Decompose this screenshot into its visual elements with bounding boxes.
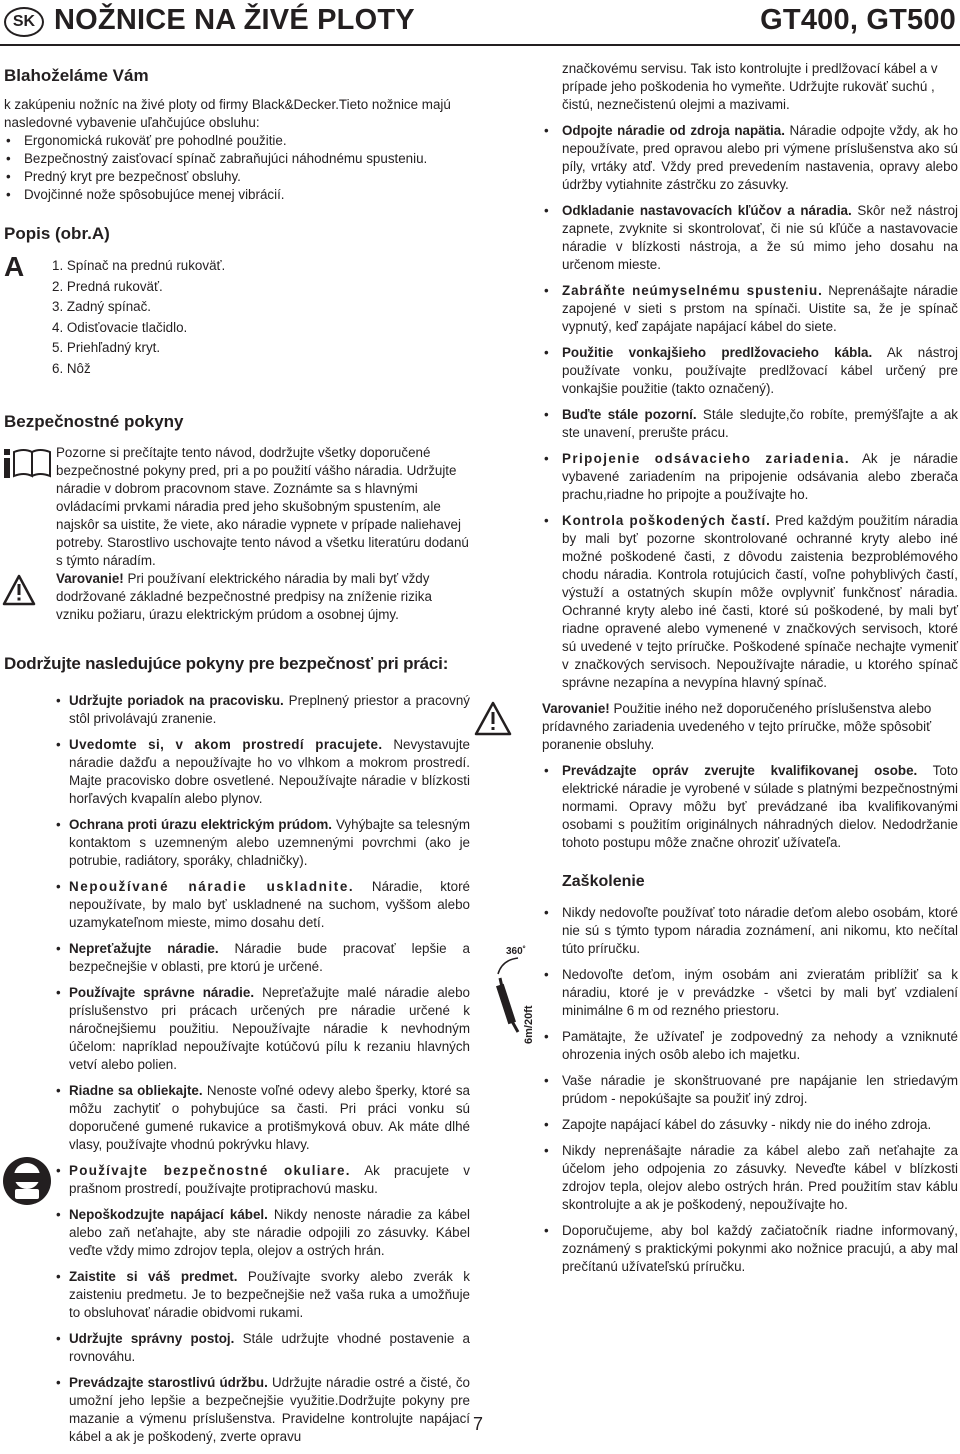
read-manual-icon — [2, 446, 52, 480]
rule-text: Náradie odpojte vždy, ak ho nepoužívate, pred opravou alebo pri výmene príslušenstva ako sú píly, vrtáky atď. Vždy pred prevedením nastavenia, opravy alebo údržby vytiahnite zástrčku zo zásuvky. — [562, 123, 958, 192]
list-item: • Nikdy nedovoľte používať toto náradie deťom alebo osobám, ktoré nie sú s týmto typom náradia zoznámení, ani nikomu, kto nečítal túto príručku. — [562, 904, 958, 958]
description-title: Popis (obr.A) — [4, 224, 110, 243]
list-item: • Pamätajte, že užívateľ je zodpovedný za nehody a vzniknuté ohrozenia iných osôb alebo ich majetku. — [562, 1028, 958, 1064]
list-item: 3. Zadný spínač. — [52, 299, 151, 315]
list-item — [562, 762, 958, 852]
rule-heading: Zabráňte neúmyselnému spusteniu. — [562, 283, 823, 298]
rule-text: Nepreťažujte malé náradie alebo príslušenstvo pri prácach určených pre náradie určené k náročnejšiemu použitiu. Nepoužívajte náradie k nevhodným účelom: napríklad nepoužívajte kotúčovú pílu k rezaniu hlavných vetví alebo polien. — [69, 985, 470, 1072]
rule-text: Toto elektrické náradie je vyrobené v súlade s platnými bezpečnostnými normami. Opravy môžu byť prevádzané iba kvalifikovanými osobami s použitím originálnych náhradných dielov. Nedodržanie tohoto postupu môže značne ohroziť užívateľa. — [562, 763, 958, 850]
rule-text: Pred každým použitím náradia by mali byť pozorne skontrolované ochranné kryty alebo iné možné poškodené časti, z dôvodu zaistenia bezproblémového chodu náradia. Kontrola rotujúcich častí, voľne pohyblivých častí, výstuží a ostatných skupín môže ovplyvniť funkčnosť náradia. Ochranné kryty alebo iné časti, ktoré sú poškodené, by mali byť riadne opravené alebo vymenené v značkových servisoch, ktoré sú uvedené v tejto príručke. Poškodené spínače nechajte vymeniť v značkových servisoch. Nepoužívajte náradie, u ktorého spínač správne nezapína a nevypína hlavný spínač. — [562, 513, 958, 690]
list-item: • Predný kryt pre bezpečnosť obsluhy. — [4, 168, 470, 186]
rule-text: Ak nástroj používate vonku, používajte predlžovací kábel určený pre vonkajšie použitie (takto označený). — [562, 345, 958, 396]
list-item — [562, 202, 958, 274]
rule-text: Udržujte náradie ostré a čisté, čo umožní jeho lepšie a bezpečnejšie využitie.Dodržujte pokyny pre mazanie a výmenu príslušenstva. Pravidelne kontrolujte napájací kábel a ak je poškodený, zverte opravu — [69, 1375, 471, 1444]
rule-heading: Používajte správne náradie. — [69, 985, 255, 1000]
info-block — [4, 444, 470, 570]
list-item — [562, 282, 958, 336]
list-item — [562, 512, 958, 692]
list-item: 4. Odisťovacie tlačidlo. — [52, 319, 188, 335]
distance-warning-icon — [492, 944, 544, 1052]
list-item — [4, 1082, 470, 1154]
right-column — [506, 60, 958, 1284]
info-text: Pozorne si prečítajte tento návod, dodržujte všetky doporučené bezpečnostné pokyny pred, pri a po použití vášho náradia. Udržujte náradie v dobrom pracovnom stave. Zoznámte sa s hlavnými ovládacími prvkami náradia pred jeho skušobným spustením, ale najskôr sa uistite, že viete, ako náradie vypnete v prípade naliehavej potreby. Starostlivo uschovajte tento návod a všetku literatúru dodanú s týmto náradím. — [56, 445, 469, 568]
warning-block — [4, 570, 470, 624]
model-number: GT400, GT500 — [760, 4, 956, 36]
list-item — [562, 122, 958, 194]
list-item — [4, 816, 470, 870]
list-item — [562, 450, 958, 504]
list-item — [4, 1330, 470, 1366]
rule-text: Ak pracujete v prašnom prostredí, používajte protiprachovú masku. — [69, 1163, 470, 1196]
rule-heading: Pripojenie odsávacieho zariadenia. — [562, 451, 851, 466]
rule-heading: Udržujte správny postoj. — [69, 1331, 235, 1346]
welcome-title: Blahoželáme Vám — [4, 66, 149, 85]
warning-label: Varovanie! — [56, 571, 124, 586]
training-title: Zaškolenie — [562, 873, 645, 890]
list-item — [4, 736, 470, 808]
rule-heading: Odpojte náradie od zdroja napätia. — [562, 123, 785, 138]
list-item: 6. Nôž — [52, 360, 91, 376]
safety-title: Bezpečnostné pokyny — [4, 412, 184, 431]
rule-heading: Prevádzajte starostlivú údržbu. — [69, 1375, 268, 1390]
list-item — [4, 1162, 470, 1198]
list-item — [4, 1374, 470, 1446]
rule-heading: Nepreťažujte náradie. — [69, 941, 219, 956]
rule-text: Nikdy nenoste náradie za kábel alebo zaň neťahajte, aby ste náradie odpojili zo zásuvky. Kábel veďte vždy mimo zdrojov tepla, olejov a ostrých hrán. — [69, 1207, 470, 1258]
warning-text: Pri používaní elektrického náradia by mali byť vždy dodržované základné bezpečnostné predpisy na zníženie rizika vzniku požiaru, úrazu elektrickým prúdom a osobnej újmy. — [56, 571, 432, 622]
rule-heading: Nepoužívané náradie uskladnite. — [69, 879, 355, 894]
rule-text: Stále sledujte,čo robíte, premýšľajte a ak ste unavení, prerušte prácu. — [562, 407, 958, 440]
welcome-intro: k zakúpeniu nožníc na živé ploty od firmy Black&Decker.Tieto nožnice majú nasledovné vybavenie uľahčujúce obsluhu: — [4, 97, 451, 130]
list-item: • Doporučujeme, aby bol každý začiatočník riadne informovaný, zoznámený s praktickými pokynmi ako nožnice pracujú, a aby mal prečítanú užívateľskú príručku. — [562, 1222, 958, 1276]
rules-title: Dodržujte nasledujúce pokyny pre bezpečnosť pri práci: — [4, 654, 449, 673]
page-header — [0, 0, 960, 44]
rule-text: Nevystavujte náradie dažďu a nepoužívajte ho vo vlhkom a mokrom prostredí. Majte pracovisko dobre osvetlené. Nepoužívajte náradie v blízkosti horľavých kvapalín alebo plynov. — [69, 737, 470, 806]
language-code: SK — [12, 13, 36, 30]
list-item: • Ergonomická rukoväť pre pohodlné použitie. — [4, 132, 470, 150]
distance-label: 6m/20ft — [523, 1005, 535, 1044]
list-item: • Dvojčinné nože spôsobujúce menej vibrácií. — [4, 186, 470, 204]
rule-text: Skôr než nástroj zapnete, zvyknite si skontrolovať, či nie sú kľúče a nastavovacie náradie v blízkosti nástroja, a že sú mimo jeho dosahu na určenom mieste. — [562, 203, 958, 272]
rule-text: Vyhýbajte sa telesným kontaktom s uzemneným alebo uzemnenými povrchmi (ako je potrubie, radiátory, sporáky, chladničky). — [69, 817, 470, 868]
list-item — [4, 984, 470, 1074]
rule-text: Ak je náradie vybavené zariadením na pripojenie odsávania alebo zberača prachu,riadne ho pripojte a používajte ho. — [562, 451, 958, 502]
rule-text: Náradie, ktoré nepoužívate, by malo byť uskladnené na suchom, vyššom alebo uzamykateľnom mieste, mimo dosahu detí. — [69, 879, 471, 930]
header-rule — [0, 44, 960, 46]
rule-text: Neprenášajte náradie zapojené v sieti s prstom na spínači. Uistite sa, že je spínač vypnutý, keď zapájate napájací kábel do siete. — [562, 283, 958, 334]
list-item: 5. Priehľadný kryt. — [52, 340, 161, 356]
list-item: • Nedovoľte deťom, iným osobám ani zvieratám priblížiť sa k náradiu, ktoré je v prevádzke - všetci by mali byť vzdialení minimálne 6 m od rezného priestoru. — [562, 966, 958, 1020]
list-item: • Bezpečnostný zaisťovací spínač zabraňujúci náhodnému spusteniu. — [4, 150, 470, 168]
list-item — [4, 878, 470, 932]
rule-heading: Udržujte poriadok na pracovisku. — [69, 693, 284, 708]
rule-heading: Buďte stále pozorní. — [562, 407, 697, 422]
feature-list — [4, 132, 470, 204]
list-item: 2. Predná rukoväť. — [52, 278, 163, 294]
warning-label: Varovanie! — [542, 701, 610, 716]
language-badge — [4, 7, 44, 37]
list-item — [4, 1268, 470, 1322]
rule-heading: Uvedomte si, v akom prostredí pracujete. — [69, 737, 383, 752]
left-column — [4, 60, 470, 1454]
rules-list-left — [4, 692, 470, 1446]
rule-heading: Ochrana proti úrazu elektrickým prúdom. — [69, 817, 332, 832]
list-item — [4, 1206, 470, 1260]
parts-list — [52, 256, 225, 380]
list-item — [4, 692, 470, 728]
list-item — [562, 406, 958, 442]
list-item: 1. Spínač na prednú rukoväť. — [52, 258, 226, 273]
rules-list-right — [562, 122, 958, 692]
repair-list — [562, 762, 958, 852]
warning-block-right — [542, 700, 958, 754]
rule-heading: Používajte bezpečnostné okuliare. — [69, 1163, 351, 1178]
list-item — [4, 940, 470, 976]
rule-heading: Kontrola poškodených častí. — [562, 513, 771, 528]
rule-heading: Nepoškodzujte napájací kábel. — [69, 1207, 268, 1222]
rule-text: Preplnený priestor a pracovný stôl privolávajú zranenie. — [69, 693, 470, 726]
rule-text: Stále udržujte vhodné postavenie a rovnováhu. — [69, 1331, 470, 1364]
list-item: • Zapojte napájací kábel do zásuvky - nikdy nie do iného zdroja. — [562, 1116, 958, 1134]
rule-heading: Zaistite si váš predmet. — [69, 1269, 238, 1284]
rule-heading: Odkladanie nastavovacích kľúčov a náradia. — [562, 203, 852, 218]
rule-text: Používajte svorky alebo zverák k zaisteniu predmetu. Je to bezpečnejšie než vaša ruka a umožňuje to obsluhovať náradie obidvomi rukami. — [69, 1269, 470, 1320]
training-block — [506, 904, 958, 1276]
warning-triangle-icon — [2, 574, 36, 606]
description-block — [4, 252, 470, 404]
document-title: NOŽNICE NA ŽIVÉ PLOTY — [54, 4, 415, 36]
rule-heading: Riadne sa obliekajte. — [69, 1083, 203, 1098]
list-item: • Vaše náradie je skonštruované pre napájanie len striedavým prúdom - nepokúšajte sa použiť iný zdroj. — [562, 1072, 958, 1108]
rule-heading: Použitie vonkajšieho predlžovacieho kábla. — [562, 345, 873, 360]
safety-goggles-icon — [2, 1156, 52, 1206]
rule-text: Nenoste voľné odevy alebo šperky, ktoré sa môžu zachytiť o pohybujúce sa časti. Pri práci vonku sú doporučené gumené rukavice a protišmyková obuv. Ak máte dlhé vlasy, používajte vhodnú pokrývku hlavy. — [69, 1083, 471, 1152]
list-item: • Nikdy neprenášajte náradie za kábel alebo zaň neťahajte za účelom jeho odpojenia zo zásuvky. Neveďte kábel v blízkosti zdrojov tepla, olejov alebo ostrých hrán. Pred použitím stav káblu skontrolujte a ak je poškodený, nepoužívajte ho. — [562, 1142, 958, 1214]
rule-heading: Prevádzajte opráv zverujte kvalifikovanej osobe. — [562, 763, 918, 778]
continued-text: značkovému servisu. Tak isto kontrolujte i predlžovací kábel a v prípade jeho poškodenia ho vymeňte. Udržujte rukoväť suchú , čistú, neznečistenú olejmi a mazivami. — [562, 61, 938, 112]
figure-letter: A — [4, 251, 25, 282]
angle-label: 360˚ — [506, 946, 527, 957]
warning-triangle-icon — [474, 700, 512, 738]
warning-text: Použitie iného než doporučeného príslušenstva alebo prídavného zariadenia uvedeného v tejto príručke, môže spôsobiť poranenie obsluhy. — [542, 701, 932, 752]
training-list — [562, 904, 958, 1276]
list-item — [562, 344, 958, 398]
page-number: 7 — [473, 1414, 484, 1434]
rule-text: Náradie bude pracovať lepšie a bezpečnejšie v oblasti, pre ktorú je určené. — [69, 941, 470, 974]
